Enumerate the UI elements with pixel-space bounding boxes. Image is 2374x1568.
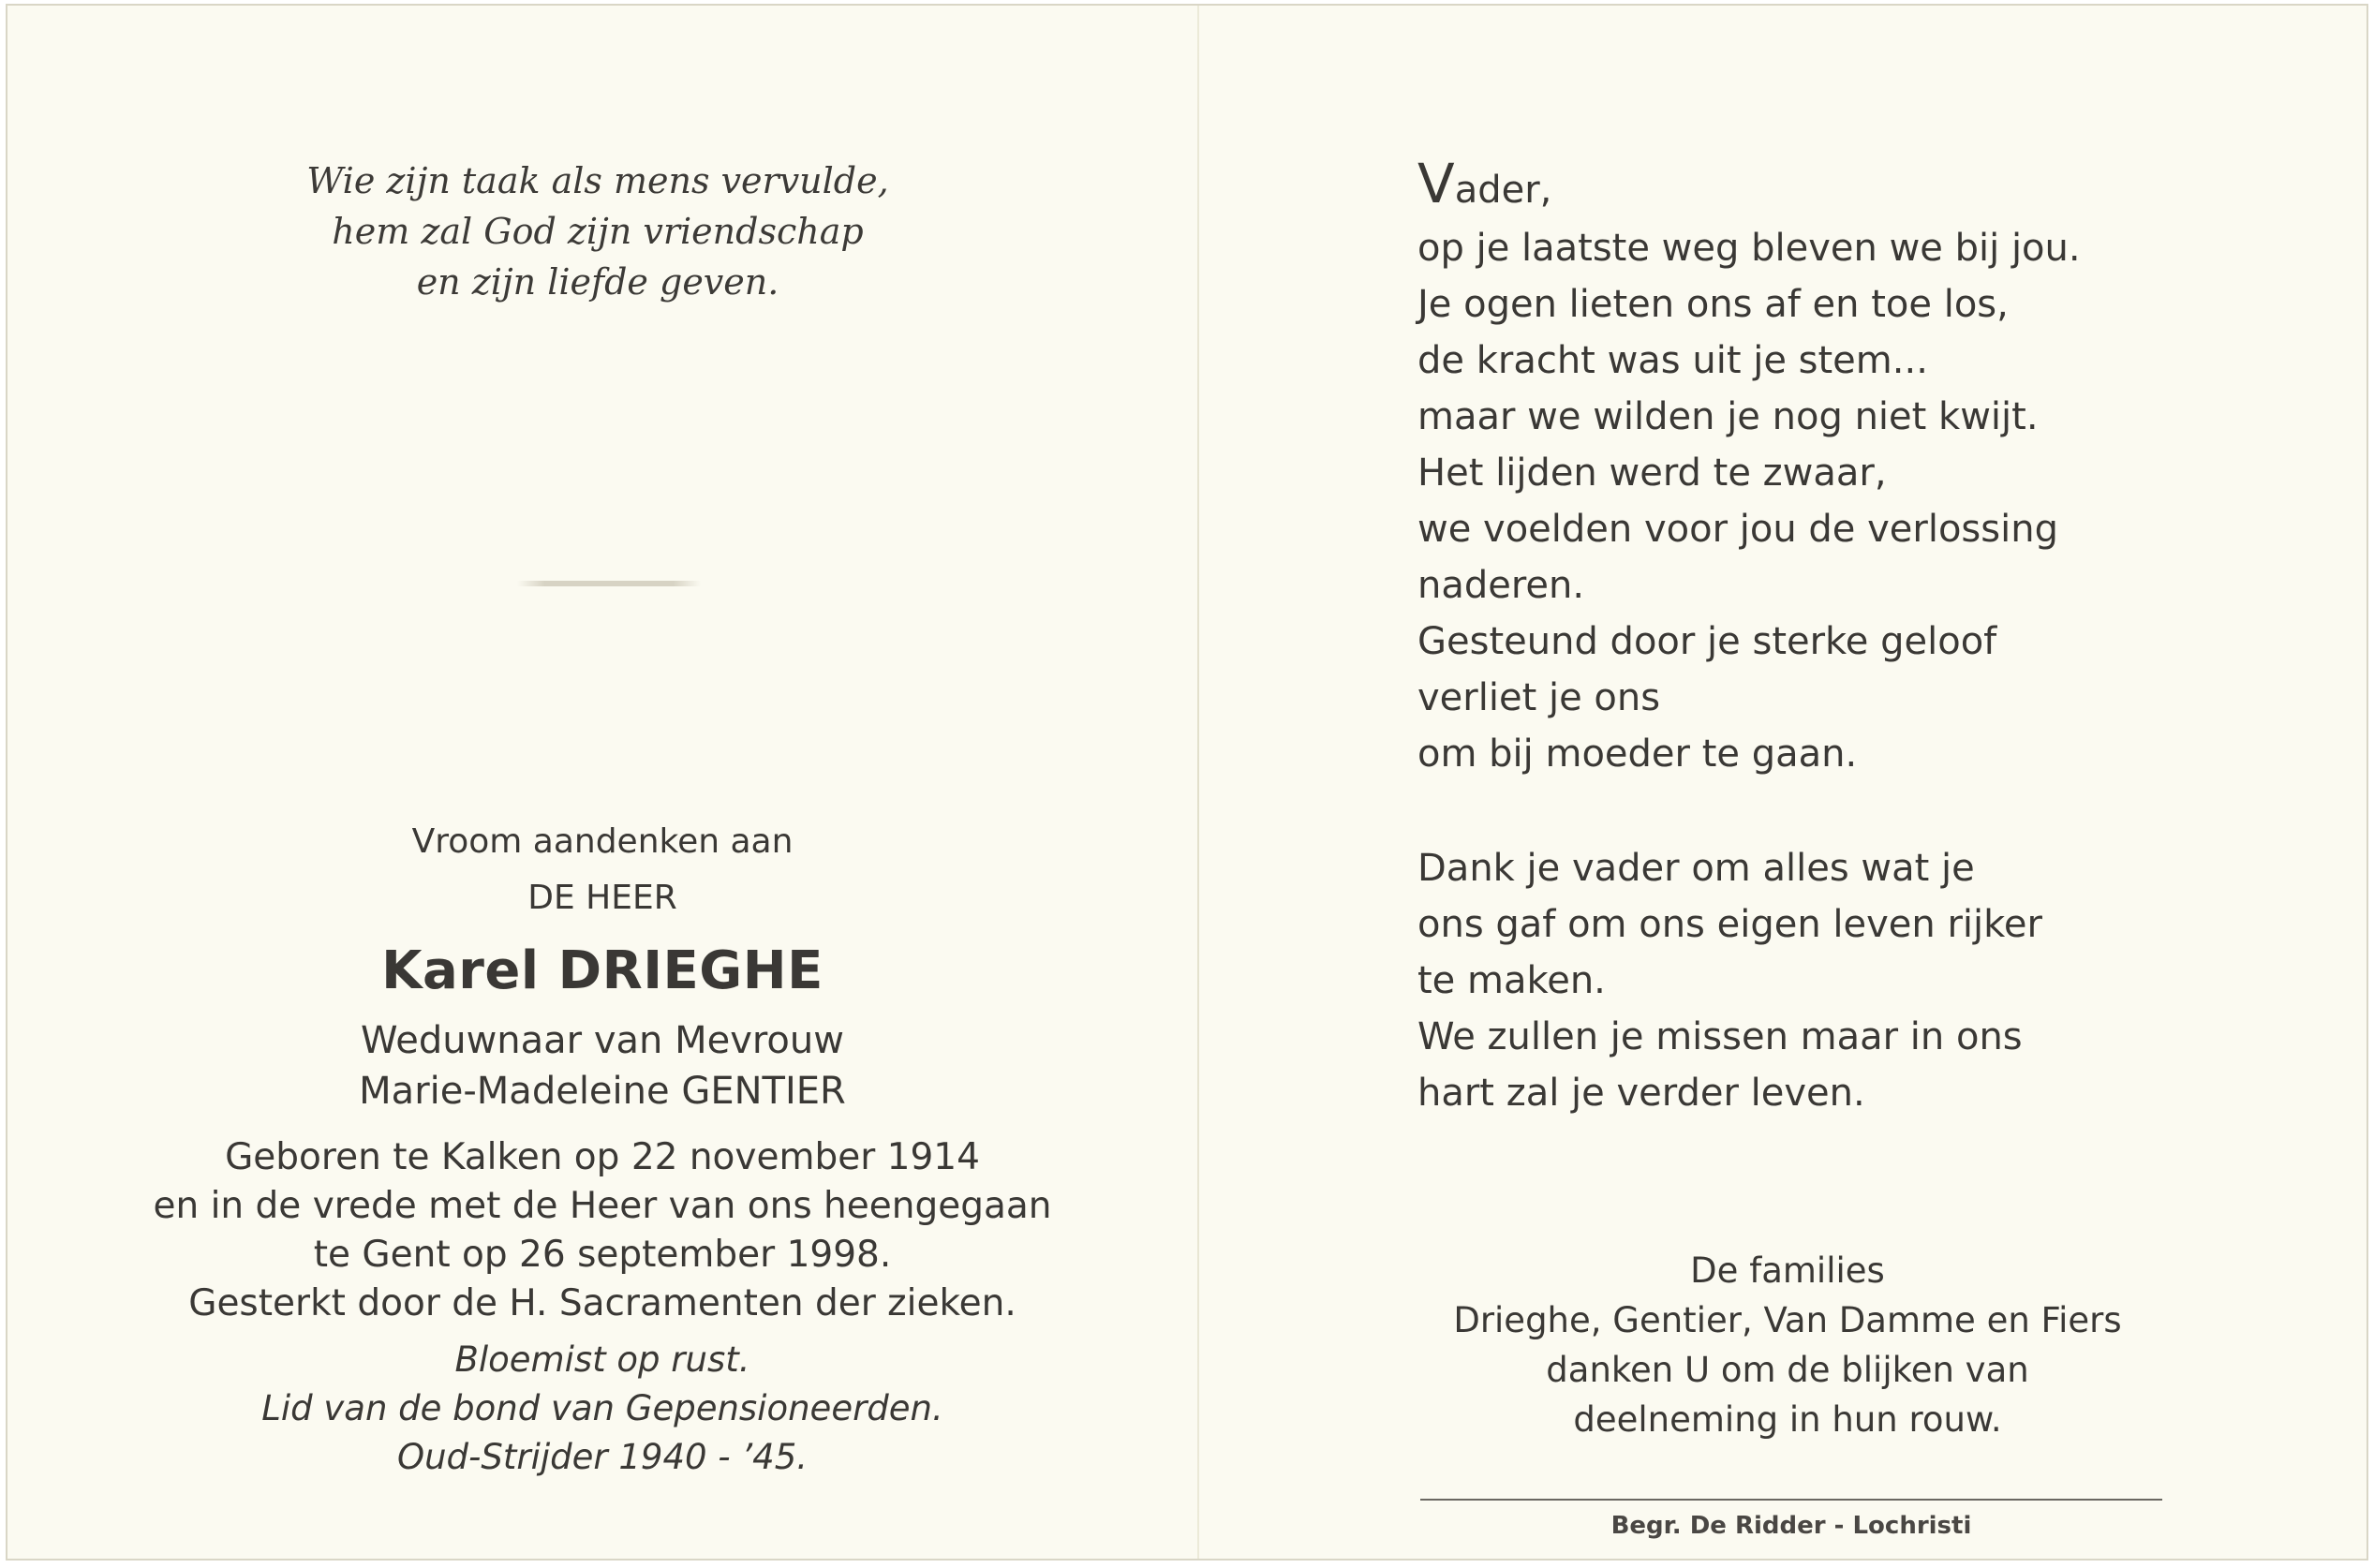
extra-line: Bloemist op rust. xyxy=(454,1339,750,1380)
thanks-line: danken U om de blijken van xyxy=(1546,1350,2029,1390)
poem-line: Het lijden werd te zwaar, xyxy=(1417,451,1887,495)
divider-line xyxy=(1420,1499,2162,1501)
bio-line: Geboren te Kalken op 22 november 1914 xyxy=(225,1136,980,1178)
poem-line: ons gaf om ons eigen leven rijker xyxy=(1417,903,2042,946)
thanks-line: deelneming in hun rouw. xyxy=(1573,1399,2002,1440)
poem-line: de kracht was uit je stem... xyxy=(1417,339,1928,382)
deceased-name: Karel DRIEGHE xyxy=(381,940,823,1001)
poem xyxy=(1417,154,2261,1121)
opening-verse xyxy=(195,155,1001,307)
extra-line: Oud-Strijder 1940 - ’45. xyxy=(396,1437,809,1477)
obituary-details xyxy=(82,809,1122,1482)
honorific: DE HEER xyxy=(527,879,677,917)
poem-line: op je laatste weg bleven we bij jou. xyxy=(1417,227,2081,270)
card-fold xyxy=(1197,6,1199,1559)
poem-line: Gesteund door je sterke geloof xyxy=(1417,620,1997,663)
printer-credit: Begr. De Ridder - Lochristi xyxy=(1610,1512,1972,1540)
poem-first-rest: ader, xyxy=(1454,169,1552,212)
birth-death-info xyxy=(82,1133,1122,1328)
poem-line: om bij moeder te gaan. xyxy=(1417,732,1858,776)
widower-line: Marie-Madeleine GENTIER xyxy=(359,1070,846,1113)
thanks-line: De families xyxy=(1690,1250,1885,1291)
poem-line: we voelden voor jou de verlossing xyxy=(1417,508,2058,551)
verse-line: Wie zijn taak als mens vervulde, xyxy=(306,160,889,201)
verse-line: hem zal God zijn vriendschap xyxy=(332,211,864,252)
stanza-gap xyxy=(1417,782,2261,840)
poem-line: naderen. xyxy=(1417,564,1585,607)
embossed-ornament xyxy=(517,581,701,586)
poem-line: maar we wilden je nog niet kwijt. xyxy=(1417,395,2039,438)
poem-line: hart zal je verder leven. xyxy=(1417,1072,1865,1115)
additional-info xyxy=(82,1336,1122,1482)
poem-line: We zullen je missen maar in ons xyxy=(1417,1015,2023,1058)
memorial-card xyxy=(6,4,2368,1561)
poem-line: verliet je ons xyxy=(1417,676,1661,719)
extra-line: Lid van de bond van Gepensioneerden. xyxy=(261,1388,943,1428)
family-thanks xyxy=(1385,1246,2190,1444)
poem-line: Dank je vader om alles wat je xyxy=(1417,847,1975,890)
widower-of xyxy=(82,1015,1122,1117)
widower-line: Weduwnaar van Mevrouw xyxy=(361,1019,844,1062)
verse-line: en zijn liefde geven. xyxy=(416,261,779,303)
poem-line: Je ogen lieten ons af en toe los, xyxy=(1417,283,2009,326)
bio-line: en in de vrede met de Heer van ons heengegaan xyxy=(153,1185,1052,1227)
bio-line: Gesterkt door de H. Sacramenten der zieken. xyxy=(188,1282,1016,1324)
bio-line: te Gent op 26 september 1998. xyxy=(313,1234,892,1276)
thanks-line: Drieghe, Gentier, Van Damme en Fiers xyxy=(1453,1300,2122,1340)
poem-first-line xyxy=(1417,154,2261,220)
poem-line: te maken. xyxy=(1417,959,1606,1002)
intro-text: Vroom aandenken aan xyxy=(411,822,794,861)
poem-dropcap: V xyxy=(1417,152,1455,215)
